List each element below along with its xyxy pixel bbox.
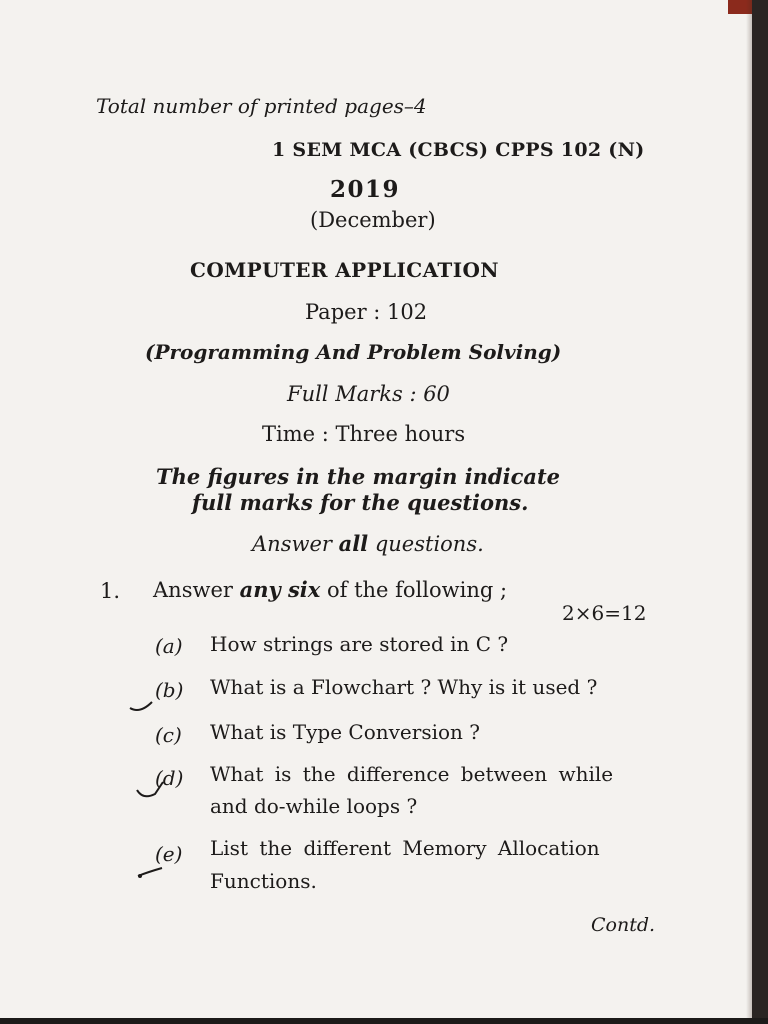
question-text <box>153 577 507 602</box>
option-b-label: (b) <box>155 678 184 702</box>
full-marks: Full Marks : 60 <box>287 382 450 406</box>
option-d-text-line1: What is the difference between while <box>210 762 614 786</box>
question-prefix: Answer <box>153 578 240 602</box>
course-code: 1 SEM MCA (CBCS) CPPS 102 (N) <box>272 139 645 161</box>
exam-year: 2019 <box>330 176 401 203</box>
question-bold: any six <box>239 577 321 602</box>
option-d-label: (d) <box>155 766 184 790</box>
option-e-text-line2: Functions. <box>210 869 317 893</box>
exam-month: (December) <box>310 208 436 232</box>
option-e-label: (e) <box>155 842 183 866</box>
tick-mark-icon <box>134 858 174 888</box>
printed-pages-note: Total number of printed pages–4 <box>96 94 427 118</box>
answer-bold: all <box>338 531 369 556</box>
option-a-label: (a) <box>155 634 183 658</box>
tick-mark-icon <box>133 776 173 806</box>
margin-note-line2: full marks for the questions. <box>192 490 529 515</box>
option-a-text: How strings are stored in C ? <box>210 632 509 656</box>
answer-prefix: Answer <box>252 532 339 556</box>
question-marks: 2×6=12 <box>562 601 647 625</box>
continued-note: Contd. <box>591 914 656 936</box>
option-d-text-line2: and do-while loops ? <box>210 794 418 818</box>
corner-mark <box>728 0 752 14</box>
option-e-text-line1: List the different Memory Allocation <box>210 836 600 860</box>
question-number: 1. <box>100 579 121 603</box>
tick-mark-icon <box>126 690 166 720</box>
paper-number: Paper : 102 <box>305 300 428 324</box>
exam-time: Time : Three hours <box>262 422 466 446</box>
question-suffix: of the following ; <box>320 578 508 602</box>
scan-edge <box>0 1018 768 1024</box>
subject-title: COMPUTER APPLICATION <box>190 258 499 282</box>
answer-all-instruction <box>252 531 484 556</box>
option-b-text: What is a Flowchart ? Why is it used ? <box>210 675 598 699</box>
option-c-label: (c) <box>155 723 182 747</box>
option-c-text: What is Type Conversion ? <box>210 720 480 744</box>
paper-title: (Programming And Problem Solving) <box>145 340 562 364</box>
margin-note-line1: The figures in the margin indicate <box>156 464 561 489</box>
answer-suffix: questions. <box>368 532 484 556</box>
